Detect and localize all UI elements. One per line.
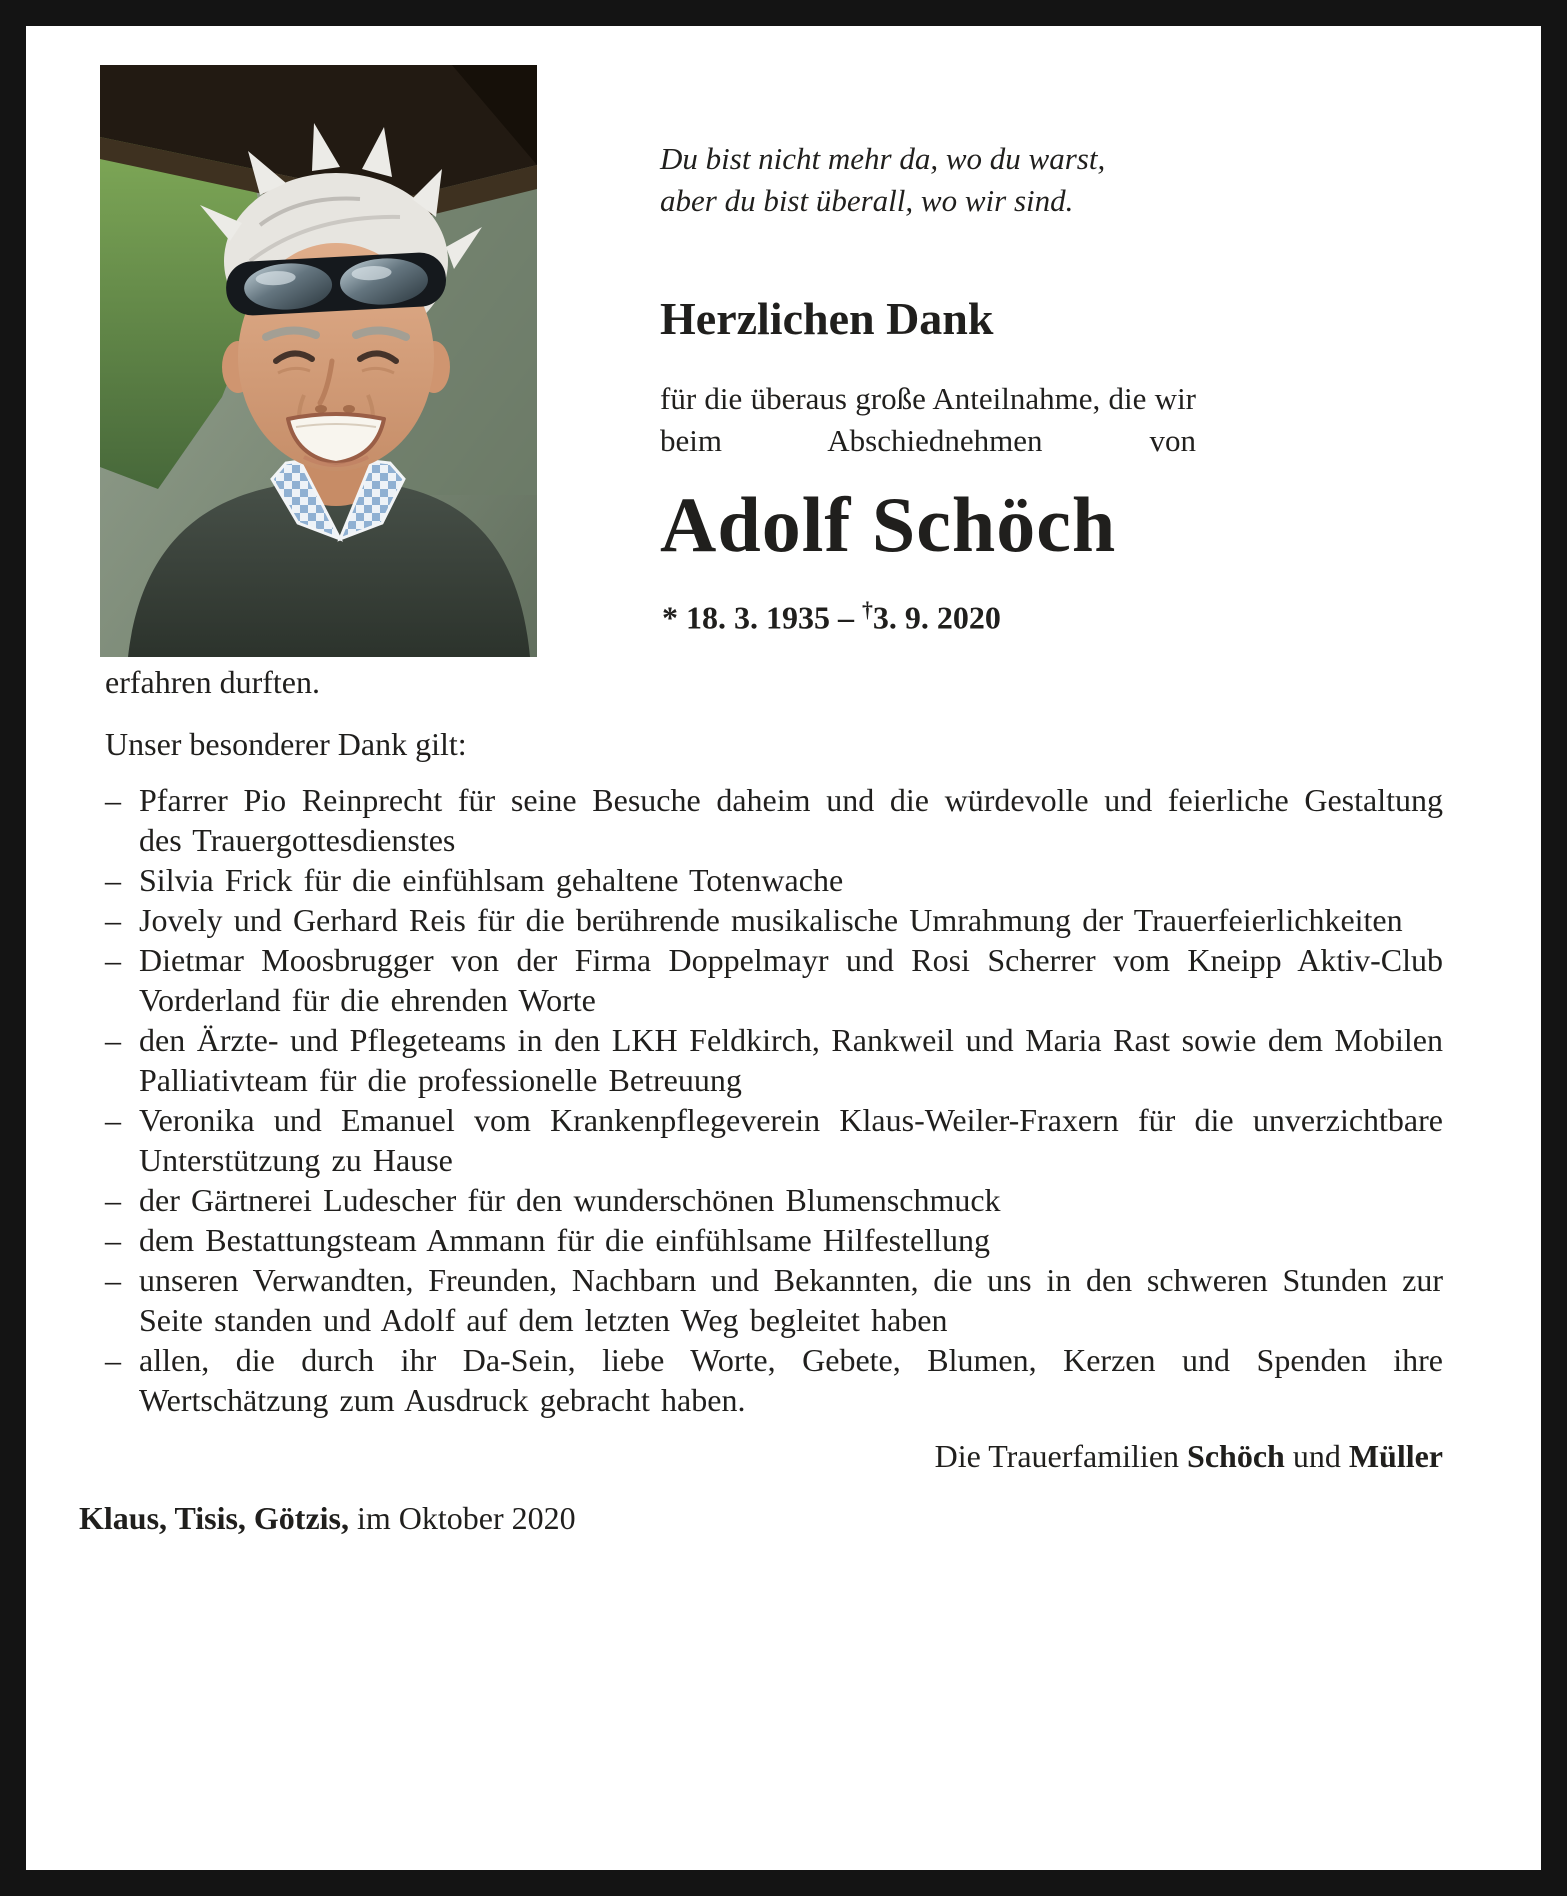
thanks-item bbox=[105, 1220, 1443, 1260]
thanks-item bbox=[105, 780, 1443, 860]
thanks-item-text: der Gärtnerei Ludescher für den wunderschönen Blumenschmuck bbox=[139, 1182, 1001, 1218]
list-dash: – bbox=[105, 1342, 121, 1378]
families-prefix: Die Trauerfamilien bbox=[934, 1438, 1180, 1474]
death-date: 3. 9. 2020 bbox=[872, 599, 1001, 636]
sunglasses-on-head-icon bbox=[225, 251, 448, 316]
birth-date: 18. 3. 1935 bbox=[686, 599, 830, 636]
thanks-item-text: Dietmar Moosbrugger von der Firma Doppelmayr und Rosi Scherrer vom Kneipp Aktiv-Club Vorderland für die ehrenden Worte bbox=[139, 942, 1443, 1018]
thanks-item bbox=[105, 1100, 1443, 1180]
intro-text: für die überaus große Anteilnahme, die wir beim Abschiednehmen von bbox=[660, 381, 1196, 458]
family-name-1: Schöch bbox=[1187, 1438, 1285, 1474]
memorial-quote bbox=[660, 138, 1105, 222]
continuation-text: erfahren durften. bbox=[105, 664, 320, 700]
body-section bbox=[79, 662, 1443, 1538]
thanks-item-text: allen, die durch ihr Da-Sein, liebe Worte, Gebete, Blumen, Kerzen und Spenden ihre Wertschätzung zum Ausdruck gebracht haben. bbox=[139, 1342, 1443, 1418]
thanks-item bbox=[105, 1020, 1443, 1100]
thanks-item bbox=[105, 900, 1443, 940]
list-dash: – bbox=[105, 1222, 121, 1258]
list-intro: Unser besonderer Dank gilt: bbox=[105, 726, 467, 762]
list-dash: – bbox=[105, 1182, 121, 1218]
footer-line bbox=[79, 1498, 1443, 1538]
thanks-item-text: Pfarrer Pio Reinprecht für seine Besuche daheim und die würdevolle und feierliche Gestaltung des Trauergottesdienstes bbox=[139, 782, 1443, 858]
thanks-item-text: unseren Verwandten, Freunden, Nachbarn und Bekannten, die uns in den schweren Stunden zur Seite standen und Adolf auf dem letzten Weg begleitet haben bbox=[139, 1262, 1443, 1338]
list-dash: – bbox=[105, 782, 121, 818]
places-text: Klaus, Tisis, Götzis, bbox=[79, 1500, 349, 1536]
portrait-photo bbox=[100, 65, 537, 657]
list-dash: – bbox=[105, 942, 121, 978]
list-dash: – bbox=[105, 1102, 121, 1138]
thanks-item bbox=[105, 1180, 1443, 1220]
thanks-item-text: dem Bestattungsteam Ammann für die einfühlsame Hilfestellung bbox=[139, 1222, 991, 1258]
right-column bbox=[660, 26, 1205, 706]
death-symbol: † bbox=[862, 598, 873, 622]
thanks-item bbox=[105, 1340, 1443, 1420]
quote-line-1: Du bist nicht mehr da, wo du warst, bbox=[660, 141, 1106, 176]
list-dash: – bbox=[105, 1022, 121, 1058]
thanks-item bbox=[105, 940, 1443, 1020]
date-separator: – bbox=[838, 599, 854, 636]
thanks-heading: Herzlichen Dank bbox=[660, 293, 994, 344]
thanks-item bbox=[105, 860, 1443, 900]
quote-line-2: aber du bist überall, wo wir sind. bbox=[660, 183, 1074, 218]
thanks-item-text: den Ärzte- und Pflegeteams in den LKH Feldkirch, Rankweil und Maria Rast sowie dem Mobilen Palliativteam für die professionelle Betreuung bbox=[139, 1022, 1443, 1098]
list-dash: – bbox=[105, 1262, 121, 1298]
thanks-item bbox=[105, 1260, 1443, 1340]
thanks-item-text: Jovely und Gerhard Reis für die berührende musikalische Umrahmung der Trauerfeierlichkeiten bbox=[139, 902, 1403, 938]
families-line bbox=[105, 1436, 1443, 1476]
list-dash: – bbox=[105, 862, 121, 898]
thanks-item-text: Veronika und Emanuel vom Krankenpflegeverein Klaus-Weiler-Fraxern für die unverzichtbare Unterstützung zu Hause bbox=[139, 1102, 1443, 1178]
birth-symbol: * bbox=[662, 599, 678, 636]
list-dash: – bbox=[105, 902, 121, 938]
family-name-2: Müller bbox=[1348, 1438, 1443, 1474]
families-conjunction: und bbox=[1292, 1438, 1341, 1474]
thanks-list bbox=[105, 780, 1443, 1420]
footer-date: im Oktober 2020 bbox=[357, 1500, 576, 1536]
life-dates bbox=[662, 590, 1001, 638]
thanks-item-text: Silvia Frick für die einfühlsam gehaltene Totenwache bbox=[139, 862, 844, 898]
deceased-name: Adolf Schöch bbox=[660, 481, 1117, 568]
memorial-card bbox=[26, 26, 1541, 1870]
